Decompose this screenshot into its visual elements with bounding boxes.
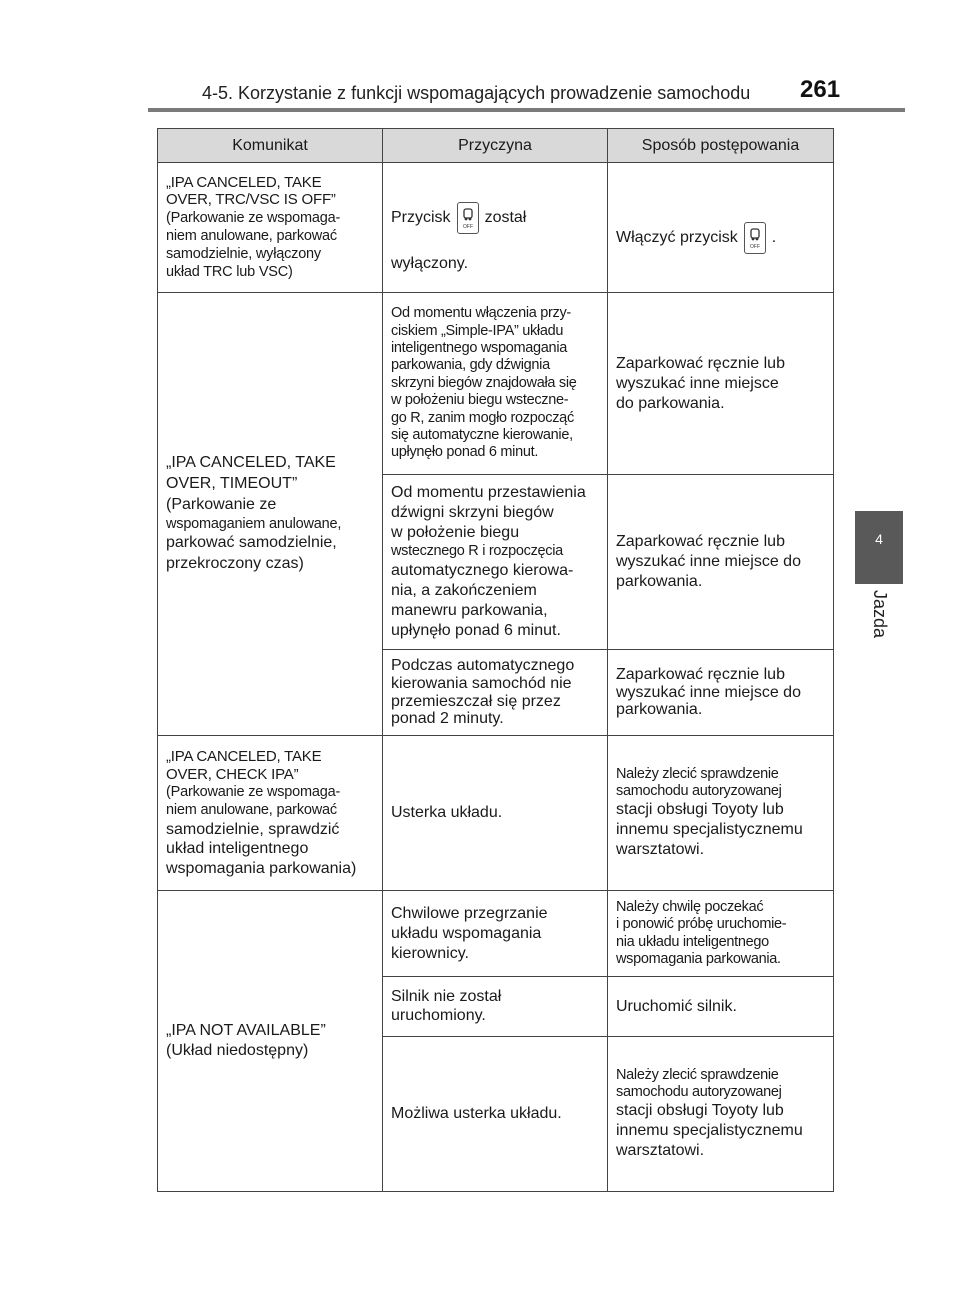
cause-cell xyxy=(383,977,608,1037)
column-header-action: Sposób postępowania xyxy=(608,129,834,163)
message-description: (Parkowanie ze wspomaga- niem anulowane, parkować xyxy=(166,784,341,819)
cause-text-mid: wstecznego R i rozpoczęcia xyxy=(391,543,563,560)
action-cell xyxy=(608,650,834,736)
message-description: (Parkowanie ze wspomaga- niem anulowane, parkować samodzielnie, wyłączony układ TRC lub VSC) xyxy=(166,209,341,281)
table-row xyxy=(158,891,834,977)
chapter-label: Jazda xyxy=(870,590,890,639)
action-text-tail: stacji obsługi Toyoty lub innemu specjalistycznemu warsztatowi. xyxy=(616,801,803,859)
action-text: Należy chwilę poczekać i ponowić próbę uruchomie- nia układu inteligentnego wspomagania parkowania. xyxy=(616,898,787,967)
cause-text: Możliwa usterka układu. xyxy=(391,1105,562,1122)
button-off-label: OFF xyxy=(462,223,473,230)
action-text: Zaparkować ręcznie lub wyszukać inne miejsce do parkowania. xyxy=(616,665,801,719)
button-off-label: OFF xyxy=(749,243,760,250)
cause-cell xyxy=(383,736,608,891)
trc-off-button-icon xyxy=(457,202,479,234)
action-cell xyxy=(608,475,834,650)
message-text: „IPA CANCELED, TAKE OVER, TRC/VSC IS OFF” xyxy=(166,173,336,209)
action-cell xyxy=(608,977,834,1037)
message-cell xyxy=(158,293,383,736)
action-text: Należy zlecić sprawdzenie samochodu autoryzowanej xyxy=(616,765,782,799)
cause-text-tail: automatycznego kierowa- nia, a zakończeniem manewru parkowania, upłynęło ponad 6 minut. xyxy=(391,561,574,639)
table-header-row xyxy=(158,129,834,163)
action-cell xyxy=(608,891,834,977)
table-row xyxy=(158,163,834,293)
message-text-tail: parkować samodzielnie, przekroczony czas) xyxy=(166,534,337,573)
action-text: Uruchomić silnik. xyxy=(616,997,737,1015)
cause-text: Usterka układu. xyxy=(391,804,503,821)
page-number: 261 xyxy=(800,76,841,103)
action-text: Zaparkować ręcznie lub wyszukać inne miejsce do parkowania. xyxy=(616,533,801,590)
cause-text: Od momentu włączenia przy- ciskiem „Simple-IPA” układu inteligentnego wspomagania parkowania, gdy dźwignia skrzyni biegów znajdowała się w położeniu biegu wsteczne- go R, zanim mogło rozpocząć się automatyczne kierowanie, upłynęło ponad 6 minut. xyxy=(391,305,577,461)
message-text: „IPA CANCELED, TAKE OVER, CHECK IPA” xyxy=(166,747,322,783)
cause-text: Od momentu przestawienia dźwigni skrzyni biegów w położenie biegu xyxy=(391,484,586,542)
message-cell xyxy=(158,891,383,1192)
message-text: „IPA NOT AVAILABLE” (Układ niedostępny) xyxy=(166,1022,326,1059)
chapter-tab xyxy=(855,511,903,584)
table-row xyxy=(158,736,834,891)
action-text: Należy zlecić sprawdzenie samochodu autoryzowanej xyxy=(616,1066,782,1100)
cause-cell xyxy=(383,650,608,736)
message-description-tail: samodzielnie, sprawdzić układ inteligentnego wspomagania parkowania) xyxy=(166,820,357,877)
message-text: „IPA CANCELED, TAKE OVER, TIMEOUT” (Parkowanie ze xyxy=(166,453,336,513)
action-text-tail: stacji obsługi Toyoty lub innemu specjalistycznemu warsztatowi. xyxy=(616,1102,803,1160)
cause-cell xyxy=(383,293,608,475)
action-text: Zaparkować ręcznie lub wyszukać inne miejsce do parkowania. xyxy=(616,354,785,412)
chapter-tab-number: 4 xyxy=(875,531,883,547)
cause-text-line2: wyłączony. xyxy=(391,254,469,272)
action-text: Włączyć przycisk xyxy=(616,228,738,246)
cause-text-after: został xyxy=(484,208,527,226)
action-cell xyxy=(608,293,834,475)
cause-text: Przycisk xyxy=(391,208,451,226)
cause-cell xyxy=(383,475,608,650)
cause-text: Chwilowe przegrzanie układu wspomagania kierownicy. xyxy=(391,904,548,962)
action-cell xyxy=(608,1037,834,1192)
column-header-message: Komunikat xyxy=(158,129,383,163)
cause-text: Podczas automatycznego kierowania samochód nie przemieszczał się przez ponad 2 minuty. xyxy=(391,656,575,728)
table-row xyxy=(158,293,834,475)
header-title: 4-5. Korzystanie z funkcji wspomagających prowadzenie samochodu xyxy=(202,83,751,103)
message-cell xyxy=(158,736,383,891)
cause-text: Silnik nie został uruchomiony. xyxy=(391,988,502,1024)
trc-off-button-icon xyxy=(744,222,766,254)
messages-table xyxy=(157,128,834,1192)
cause-cell xyxy=(383,163,608,293)
cause-cell xyxy=(383,891,608,977)
action-cell xyxy=(608,736,834,891)
message-text-mid: wspomaganiem anulowane, xyxy=(166,516,342,533)
header-rule xyxy=(148,108,905,112)
column-header-cause: Przyczyna xyxy=(383,129,608,163)
cause-cell xyxy=(383,1037,608,1192)
action-text-after: . xyxy=(771,228,777,246)
action-cell xyxy=(608,163,834,293)
message-cell xyxy=(158,163,383,293)
